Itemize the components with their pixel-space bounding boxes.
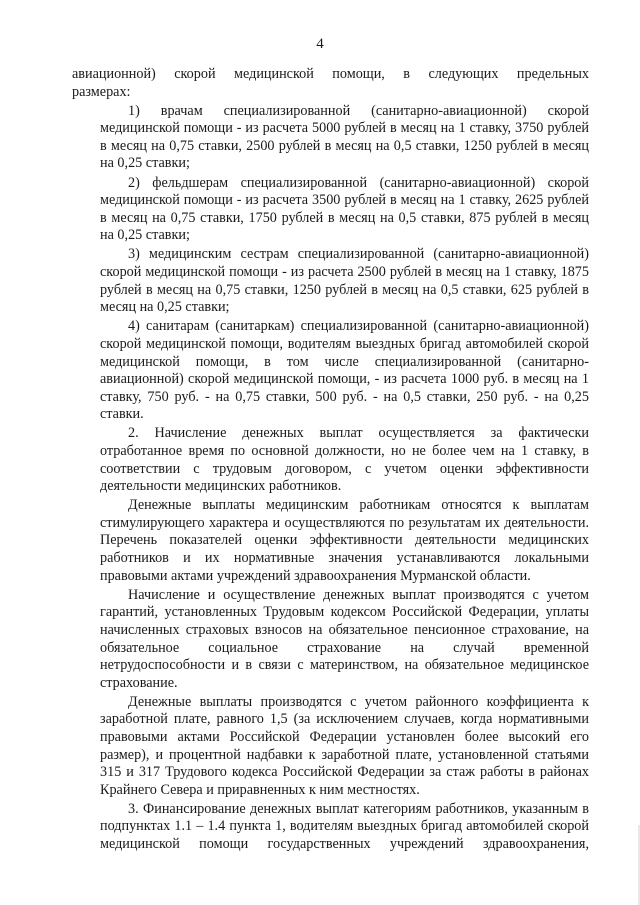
text-line: ставку, 750 руб. - на 0,75 ставки, 500 руб. - на 0,5 ставки, 250 руб. - на 0,25	[100, 388, 589, 405]
text-line: 3. Финансирование денежных выплат категориям работников, указанным в	[128, 800, 589, 817]
text-line: Денежные выплаты медицинским работникам относятся к выплатам	[128, 497, 589, 514]
paragraph	[72, 66, 589, 101]
paragraph	[72, 801, 589, 854]
text-line: Перечень показателей оценки эффективности деятельности медицинских	[100, 532, 589, 549]
text-line: стимулирующего характера и осуществляются по результатам их деятельности.	[100, 514, 589, 531]
text-line: Крайнего Севера и приравненных к ним местностях.	[100, 781, 420, 798]
text-line: авиационной) скорой медицинской помощи, - из расчета 1000 руб. в месяц на 1	[100, 371, 589, 388]
text-line: скорой медицинской помощи, водителям выездных бригад автомобилей скорой	[100, 335, 589, 352]
text-line: нетрудоспособности и в связи с материнством, на обязательное медицинское	[100, 657, 589, 674]
text-line: медицинской помощи, в том числе специализированной (санитарно-	[100, 353, 589, 370]
text-line: на 0,25 ставки;	[100, 227, 190, 244]
text-line: гарантий, установленных Трудовым кодексом Российской Федерации, уплаты	[100, 604, 589, 621]
text-line: рублей в месяц на 0,75 ставки, 1250 рублей в месяц на 0,5 ставки, 625 рублей в	[100, 281, 589, 298]
page-number: 4	[316, 36, 324, 52]
text-line: соответствии с трудовым договором, с учетом оценки эффективности	[100, 460, 589, 477]
text-line: начисленных страховых взносов на обязательное пенсионное страхование, на	[100, 621, 589, 638]
text-line: на 0,25 ставки;	[100, 155, 190, 172]
paragraph	[72, 175, 589, 245]
text-line: 1) врачам специализированной (санитарно-авиационной) скорой	[128, 102, 589, 119]
text-line: медицинской помощи - из расчета 5000 рублей в месяц на 1 ставку, 3750 рублей	[100, 120, 589, 137]
text-line: размер), и процентной надбавки к заработной плате, установленной статьями	[100, 746, 589, 763]
text-line: размерах:	[72, 83, 131, 100]
text-line: 3) медицинским сестрам специализированной (санитарно-авиационной)	[128, 246, 589, 263]
text-line: скорой медицинской помощи - из расчета 2500 рублей в месяц на 1 ставку, 1875	[100, 264, 589, 281]
text-line: авиационной) скорой медицинской помощи, в следующих предельных	[72, 66, 589, 82]
text-line: месяц на 0,25 ставки;	[100, 299, 230, 316]
text-line: 2) фельдшерам специализированной (санитарно-авиационной) скорой	[128, 174, 589, 191]
text-line: страхование.	[100, 674, 178, 691]
text-line: отработанное время по основной должности, но не более чем на 1 ставку, в	[100, 442, 589, 459]
paragraph	[72, 425, 589, 495]
text-line: подпунктах 1.1 – 1.4 пункта 1, водителям выездных бригад автомобилей скорой	[100, 818, 589, 835]
text-line: 315 и 317 Трудового кодекса Российской Федерации за стаж работы в районах	[100, 764, 589, 781]
text-line: правовыми актами учреждений здравоохранения Мурманской области.	[100, 567, 531, 584]
text-line: 2. Начисление денежных выплат осуществляется за фактически	[128, 425, 589, 442]
text-line: правовыми актами Российской Федерации установлен более высокий его	[100, 728, 589, 745]
paragraph	[72, 246, 589, 316]
text-line: Денежные выплаты производятся с учетом районного коэффициента к	[128, 693, 589, 710]
paragraph	[72, 587, 589, 693]
text-line: медицинской помощи государственных учреждений здравоохранения,	[100, 836, 589, 853]
text-line: обязательное социальное страхование на случай временной	[100, 639, 589, 656]
paragraph	[72, 318, 589, 424]
text-line: 4) санитарам (санитаркам) специализированной (санитарно-авиационной)	[128, 318, 589, 335]
text-line: Начисление и осуществление денежных выплат производятся с учетом	[128, 586, 589, 603]
text-line: ставки.	[100, 406, 144, 423]
document-body	[72, 66, 589, 855]
text-line: работников и их нормативные значения устанавливаются локальными	[100, 550, 589, 567]
text-line: медицинской помощи - из расчета 3500 рублей в месяц на 1 ставку, 2625 рублей	[100, 192, 589, 209]
paragraph	[72, 103, 589, 173]
paragraph	[72, 694, 589, 800]
text-line: заработной плате, равного 1,5 (за исключением случаев, когда нормативными	[100, 711, 589, 728]
text-line: в месяц на 0,75 ставки, 1750 рублей в месяц на 0,5 ставки, 875 рублей в месяц	[100, 209, 589, 226]
text-line: деятельности медицинских работников.	[100, 478, 342, 495]
text-line: в месяц на 0,75 ставки, 2500 рублей в месяц на 0,5 ставки, 1250 рублей в месяц	[100, 137, 589, 154]
paragraph	[72, 497, 589, 585]
